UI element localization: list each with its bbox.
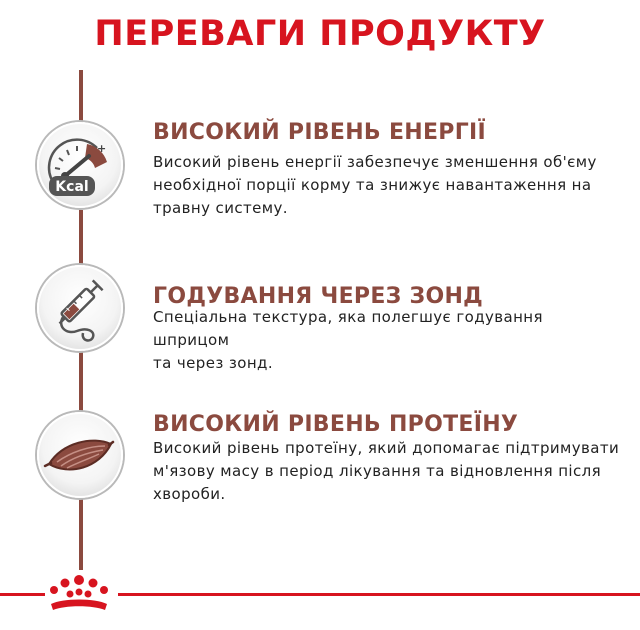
timeline-line (79, 498, 83, 570)
footer-line (118, 593, 640, 596)
muscle-icon (37, 412, 123, 498)
svg-text:+: + (97, 142, 107, 155)
kcal-label: Kcal (55, 179, 89, 195)
timeline-line (79, 210, 83, 272)
page-title: ПЕРЕВАГИ ПРОДУКТУ (94, 14, 546, 54)
royal-canin-crown-icon (41, 570, 117, 612)
feature-title: ВИСОКИЙ РІВЕНЬ ЕНЕРГІЇ (153, 120, 487, 145)
feature-description: Високий рівень протеїну, який допомагає підтримувати м'язову масу в період лікування та відновлення після хвороби. (153, 439, 620, 503)
feature-title: ГОДУВАННЯ ЧЕРЕЗ ЗОНД (153, 284, 484, 309)
feature-description: Спеціальна текстура, яка полегшує годування шприцом та через зонд. (153, 308, 543, 372)
footer-line (0, 593, 45, 596)
kcal-gauge-icon (37, 122, 123, 208)
syringe-tube-icon (37, 265, 123, 351)
feature-description: Високий рівень енергії забезпечує зменшення об'єму необхідної порції корму та знижує навантаження на травну систему. (153, 153, 597, 217)
feature-title: ВИСОКИЙ РІВЕНЬ ПРОТЕЇНУ (153, 412, 519, 437)
timeline-line (79, 348, 83, 412)
